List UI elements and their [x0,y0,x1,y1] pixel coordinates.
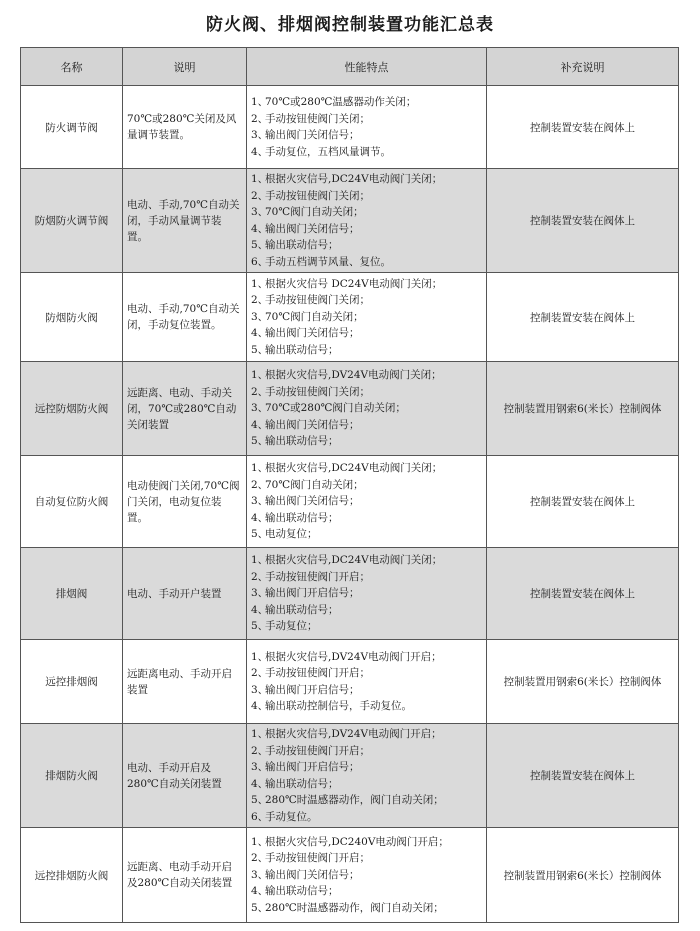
feature-text: 手动按钮使阀门开启； [265,744,370,757]
feature-number: 5、 [251,435,269,448]
feature-item [251,726,482,743]
feature-number: 1、 [251,96,269,108]
feature-item [251,460,482,477]
feature-item [251,254,482,271]
feature-text: 根据火灾信号,DV24V电动阀门开启； [265,650,442,663]
feature-item [251,900,482,917]
feature-text: 输出联动信号； [265,511,339,524]
feature-text: 手动复位，五档风量调节。 [265,145,391,158]
feature-text: 输出阀门关闭信号； [265,418,360,431]
feature-text: 手动五档调节风量、复位。 [265,255,391,268]
feature-number: 2、 [251,744,269,757]
feature-item [251,585,482,602]
feature-item [251,204,482,221]
feature-item [251,171,482,188]
valve-name: 排烟阀 [21,548,123,640]
feature-text: 根据火灾信号,DC240V电动阀门开启； [265,835,449,848]
valve-name: 防烟防火阀 [21,273,123,362]
feature-number: 4、 [251,885,269,898]
valve-description: 电动、手动,70℃自动关闭，手动风量调节装置。 [123,169,247,273]
feature-item [251,569,482,586]
feature-item [251,127,482,144]
feature-number: 3、 [251,129,269,141]
feature-item [251,276,482,293]
valve-description: 电动使阀门关闭,70℃阀门关闭，电动复位装置。 [123,456,247,548]
feature-text: 手动按钮使阀门关闭； [265,385,370,398]
feature-number: 1、 [251,650,269,663]
feature-text: 输出阀门开启信号； [265,587,360,600]
feature-item [251,144,482,161]
feature-text: 输出阀门开启信号； [265,761,360,773]
table-row [21,86,679,169]
feature-text: 手动按钮使阀门关闭； [265,294,370,307]
feature-number: 3、 [251,587,269,600]
table-row [21,169,679,273]
valve-supplement: 控制装置安装在阀体上 [487,456,679,548]
valve-supplement: 控制装置安装在阀体上 [487,548,679,640]
feature-text: 手动复位。 [265,810,318,823]
feature-item [251,526,482,543]
feature-text: 输出阀门开启信号； [265,683,360,696]
feature-item [251,552,482,569]
header-features: 性能特点 [247,48,487,86]
feature-number: 4、 [251,418,269,431]
feature-text: 输出联动信号； [265,603,339,616]
feature-item [251,309,482,326]
valve-description: 电动、手动开启及280℃自动关闭装置 [123,724,247,828]
feature-item [251,792,482,809]
feature-text: 输出联动控制信号，手动复位。 [265,700,412,712]
feature-text: 手动按钮使阀门开启； [265,852,370,865]
feature-text: 70℃阀门自动关闭； [265,310,364,323]
feature-number: 3、 [251,310,269,323]
feature-item [251,682,482,699]
feature-text: 手动按钮使阀门关闭； [265,112,370,125]
feature-number: 3、 [251,402,269,415]
feature-item [251,188,482,205]
valve-description: 电动、手动,70℃自动关闭，手动复位装置。 [123,273,247,362]
feature-number: 4、 [251,700,269,712]
feature-item [251,367,482,384]
feature-item [251,477,482,494]
feature-item [251,698,482,715]
table-row [21,640,679,724]
feature-text: 280℃时温感器动作，阀门自动关闭； [265,794,444,806]
valve-features [247,828,487,923]
feature-item [251,384,482,401]
feature-text: 70℃或280℃温感器动作关闭； [265,96,417,108]
feature-item [251,776,482,793]
feature-text: 根据火灾信号 DC24V电动阀门关闭； [265,277,443,290]
feature-number: 3、 [251,683,269,696]
feature-text: 电动复位； [265,528,318,541]
valve-supplement: 控制装置安装在阀体上 [487,86,679,169]
valve-supplement: 控制装置安装在阀体上 [487,169,679,273]
feature-number: 5、 [251,901,269,914]
valve-supplement: 控制装置安装在阀体上 [487,724,679,828]
feature-text: 手动按钮使阀门开启； [265,570,370,583]
feature-item [251,325,482,342]
page-title: 防火阀、排烟阀控制装置功能汇总表 [206,15,494,35]
feature-text: 输出阀门关闭信号； [265,495,360,508]
header-supplement: 补充说明 [487,48,679,86]
feature-number: 2、 [251,478,269,491]
feature-text: 手动按钮使阀门开启； [265,667,370,679]
valve-features [247,548,487,640]
feature-number: 1、 [251,728,269,740]
valve-name: 防火调节阀 [21,86,123,169]
feature-item [251,94,482,111]
feature-item [251,292,482,309]
table-row [21,828,679,923]
feature-text: 输出联动信号； [265,239,339,251]
feature-text: 手动按钮使阀门关闭； [265,189,370,202]
feature-item [251,850,482,867]
table-row [21,456,679,548]
feature-number: 1、 [251,554,269,567]
valve-supplement: 控制装置用钢索6(米长）控制阀体 [487,640,679,724]
feature-number: 2、 [251,385,269,398]
header-row [21,48,679,86]
feature-item [251,400,482,417]
feature-number: 6、 [251,810,269,823]
feature-text: 输出阀门关闭信号； [265,222,360,235]
feature-number: 3、 [251,206,269,218]
feature-item [251,493,482,510]
feature-number: 1、 [251,835,269,848]
valve-name: 自动复位防火阀 [21,456,123,548]
valve-name: 排烟防火阀 [21,724,123,828]
feature-number: 2、 [251,294,269,307]
valve-name: 防烟防火调节阀 [21,169,123,273]
valve-description: 远距离电动、手动开启装置 [123,640,247,724]
feature-item [251,809,482,826]
header-description: 说明 [123,48,247,86]
feature-number: 2、 [251,570,269,583]
feature-number: 1、 [251,173,269,185]
feature-text: 70℃阀门自动关闭； [265,206,364,218]
valve-description: 远距离、电动手动开启及280℃自动关闭装置 [123,828,247,923]
table-body [21,86,679,923]
feature-text: 根据火灾信号,DC24V电动阀门关闭； [265,554,443,567]
table-row [21,273,679,362]
feature-number: 2、 [251,112,269,125]
feature-number: 5、 [251,794,269,806]
valve-features [247,273,487,362]
valve-features [247,86,487,169]
feature-number: 2、 [251,189,269,202]
feature-item [251,111,482,128]
feature-item [251,433,482,450]
feature-item [251,649,482,666]
feature-number: 3、 [251,761,269,773]
feature-item [251,883,482,900]
valve-description: 电动、手动开户装置 [123,548,247,640]
table-row [21,548,679,640]
feature-text: 70℃阀门自动关闭； [265,478,364,491]
feature-text: 输出联动信号； [265,343,339,356]
valve-name: 远控排烟防火阀 [21,828,123,923]
valve-supplement: 控制装置用钢索6(米长）控制阀体 [487,828,679,923]
feature-number: 2、 [251,852,269,865]
feature-text: 输出联动信号； [265,777,339,790]
feature-number: 5、 [251,528,269,541]
feature-number: 2、 [251,667,269,679]
valve-description: 远距离、电动、手动关闭，70℃或280℃自动关闭装置 [123,362,247,456]
feature-number: 4、 [251,511,269,524]
feature-text: 输出联动信号； [265,435,339,448]
feature-number: 3、 [251,868,269,881]
valve-features [247,640,487,724]
feature-number: 5、 [251,620,269,633]
feature-text: 根据火灾信号,DV24V电动阀门开启； [265,728,442,740]
valve-name: 远控排烟阀 [21,640,123,724]
feature-text: 70℃或280℃阀门自动关闭； [265,402,406,415]
feature-item [251,834,482,851]
valve-features [247,456,487,548]
feature-text: 输出阀门关闭信号； [265,868,360,881]
feature-text: 输出阀门关闭信号； [265,129,360,141]
feature-text: 根据火灾信号,DV24V电动阀门关闭； [265,369,442,382]
feature-item [251,743,482,760]
feature-text: 根据火灾信号,DC24V电动阀门关闭； [265,173,443,185]
feature-number: 3、 [251,495,269,508]
valve-description: 70℃或280℃关闭及风量调节装置。 [123,86,247,169]
feature-number: 1、 [251,462,269,475]
valve-features [247,724,487,828]
feature-number: 1、 [251,369,269,382]
table-row [21,724,679,828]
feature-item [251,342,482,359]
feature-item [251,510,482,527]
feature-item [251,221,482,238]
feature-number: 5、 [251,343,269,356]
feature-text: 280℃时温感器动作，阀门自动关闭； [265,901,444,914]
feature-number: 4、 [251,327,269,340]
valve-supplement: 控制装置用钢索6(米长）控制阀体 [487,362,679,456]
table-row [21,362,679,456]
feature-item [251,237,482,254]
feature-item [251,759,482,776]
header-name: 名称 [21,48,123,86]
summary-table [20,47,679,923]
valve-features [247,362,487,456]
feature-number: 5、 [251,239,269,251]
feature-text: 输出阀门关闭信号； [265,327,360,340]
feature-text: 手动复位； [265,620,318,633]
feature-number: 4、 [251,145,269,158]
feature-text: 输出联动信号； [265,885,339,898]
feature-text: 根据火灾信号,DC24V电动阀门关闭； [265,462,443,475]
feature-item [251,417,482,434]
valve-supplement: 控制装置安装在阀体上 [487,273,679,362]
feature-number: 6、 [251,255,269,268]
feature-number: 4、 [251,603,269,616]
feature-number: 4、 [251,222,269,235]
feature-item [251,867,482,884]
valve-name: 远控防烟防火阀 [21,362,123,456]
valve-features [247,169,487,273]
feature-item [251,665,482,682]
feature-number: 1、 [251,277,269,290]
feature-number: 4、 [251,777,269,790]
feature-item [251,602,482,619]
feature-item [251,618,482,635]
